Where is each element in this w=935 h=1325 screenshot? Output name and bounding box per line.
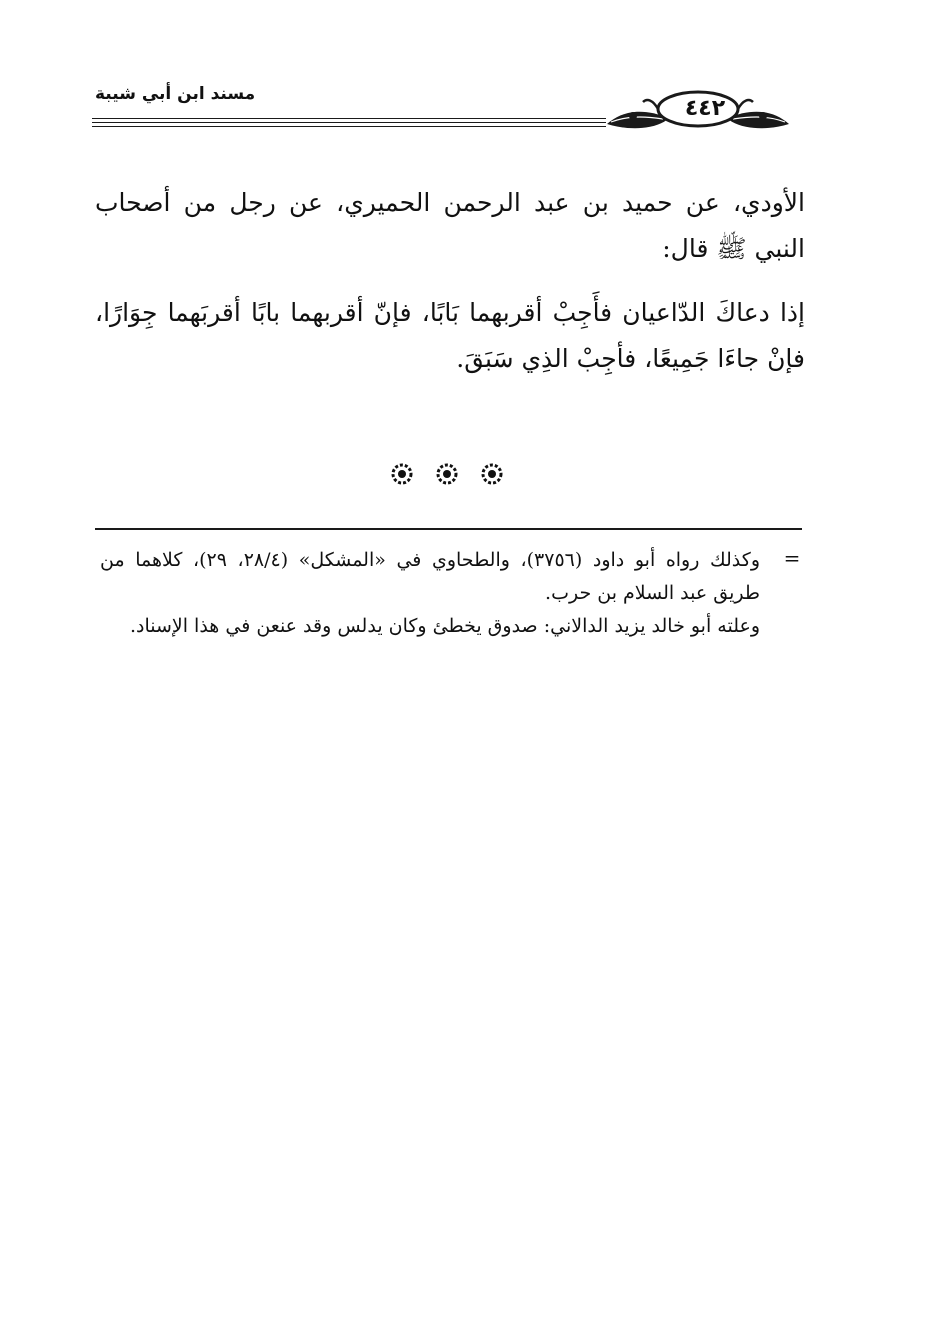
footnote-rule [95,528,802,530]
footnote-line-2: وعلته أبو خالد يزيد الدالاني: صدوق يخطئ وكان يدلس وقد عنعن في هذا الإسناد. [129,615,760,637]
body-paragraph-1: الأودي، عن حميد بن عبد الرحمن الحميري، عن رجل من أصحاب النبي ﷺ قال: [95,188,805,263]
separator-rosette-icon [438,465,456,483]
footnote-block [100,544,760,643]
section-separator [380,460,510,488]
running-title: مسند ابن أبي شيبة [95,84,256,104]
footnote-continuation-marker: = [783,546,801,570]
separator-rosette-icon [483,465,501,483]
page-number: ٤٤٢ [684,96,726,121]
body-paragraph-2: إذا دعاكَ الدّاعيان فأَجِبْ أقربهما بَابًا، فإنّ أقربهما بابًا أقربَهما جِوَارًا، فإنْ جاءَا جَمِيعًا، فأجِبْ الذِي سَبَقَ. [95,298,805,373]
footnote-line-1: وكذلك رواه أبو داود (٣٧٥٦)، والطحاوي في «المشكل» (٢٨/٤، ٢٩)، كلاهما من طريق عبد السلام بن حرب. [100,549,760,604]
header-rule [92,118,606,132]
separator-rosette-icon [393,465,411,483]
